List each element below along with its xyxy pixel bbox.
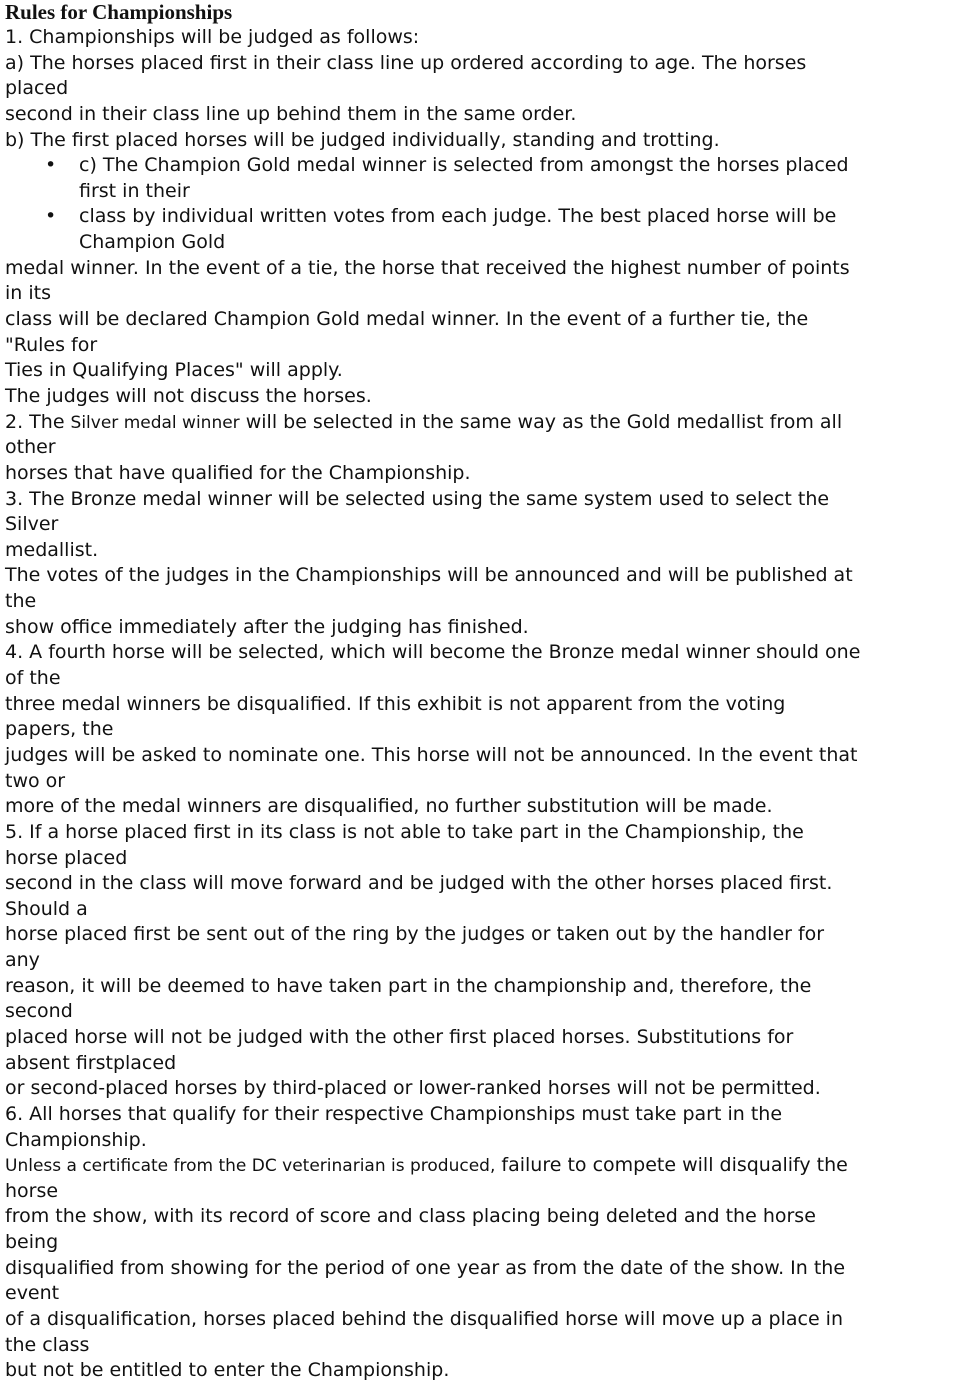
text-line [5,640,960,666]
text-line [5,1256,960,1282]
line-text: two or [5,769,66,792]
text-line [5,948,960,974]
line-text: other [5,436,56,459]
line-text: show office immediately after the judging has finished. [5,615,529,638]
line-text: 4. A fourth horse will be selected, which will become the Bronze medal winner should one [5,641,861,664]
line-text: horses that have qualified for the Championship. [5,461,471,484]
text-line [5,922,960,948]
line-text: medallist. [5,538,99,561]
text-line [5,769,960,795]
line-text: second in the class will move forward and be judged with the other horses placed first. [5,872,833,895]
line-text: placed [5,77,69,100]
text-line [5,563,960,589]
text-line [5,1333,960,1359]
text-line [5,51,960,77]
line-text: reason, it will be deemed to have taken part in the championship and, therefore, the [5,974,812,997]
line-text: horse [5,1179,59,1202]
line-text: Championship. [5,1128,147,1151]
text-line [5,1102,960,1128]
line-text: from the show, with its record of score and class placing being deleted and the horse [5,1205,816,1228]
text-line [5,846,960,872]
line-text: placed horse will not be judged with the other first placed horses. Substitutions for [5,1025,794,1048]
bullet-line [5,153,960,179]
bullet-icon: • [45,154,57,177]
line-text: Should a [5,897,88,920]
text-line [5,410,960,436]
line-text: being [5,1231,59,1254]
text-line [5,743,960,769]
text-line [5,1076,960,1102]
text-line [5,974,960,1000]
text-line [5,717,960,743]
text-line [5,1179,960,1205]
line-text: in its [5,282,51,305]
text-line [5,1230,960,1256]
text-line [5,666,960,692]
line-text: any [5,949,40,972]
text-line [5,615,960,641]
line-text: of the [5,667,61,690]
line-text: the class [5,1333,90,1356]
text-line [5,435,960,461]
line-text: b) The first placed horses will be judged individually, standing and trotting. [5,128,720,151]
text-line [5,256,960,282]
line-text: Silver medal winner [70,412,240,433]
line-text: will be selected in the same way as the Gold medallist from all [239,410,843,433]
text-line [5,794,960,820]
document-body [5,25,960,1384]
text-line [5,1025,960,1051]
line-text: but not be entitled to enter the Championship. [5,1359,450,1382]
line-text: three medal winners be disqualified. If this exhibit is not apparent from the voting [5,692,786,715]
text-line [5,1281,960,1307]
line-text: absent firstplaced [5,1051,177,1074]
text-line [5,871,960,897]
text-line [5,538,960,564]
text-line [5,512,960,538]
text-line [5,487,960,513]
line-text: second in their class line up behind them in the same order. [5,102,577,125]
line-text: class will be declared Champion Gold medal winner. In the event of a further tie, the [5,308,809,331]
line-text: Silver [5,513,59,536]
line-text: or second-placed horses by third-placed or lower-ranked horses will not be permitted. [5,1077,821,1100]
line-text: class by individual written votes from each judge. The best placed horse will be [79,205,837,228]
text-line [5,897,960,923]
line-text: The judges will not discuss the horses. [5,384,372,407]
line-text: first in their [79,179,190,202]
line-text: disqualified from showing for the period of one year as from the date of the show. In the [5,1256,846,1279]
line-text: 2. The [5,410,71,433]
text-line [5,230,960,256]
text-line [5,281,960,307]
text-line [5,76,960,102]
text-line [5,179,960,205]
text-line [5,999,960,1025]
bullet-line [5,204,960,230]
text-line [5,692,960,718]
line-text: more of the medal winners are disqualified, no further substitution will be made. [5,795,773,818]
line-text: event [5,1282,60,1305]
text-line [5,25,960,51]
bullet-icon: • [45,205,57,228]
line-text: failure to compete will disqualify the [495,1154,848,1177]
line-text: "Rules for [5,333,98,356]
line-text: 1. Championships will be judged as follows: [5,26,420,48]
text-line [5,333,960,359]
line-text: second [5,1000,73,1023]
text-line [5,102,960,128]
line-text: Ties in Qualifying Places" will apply. [5,359,343,382]
line-text: 3. The Bronze medal winner will be selected using the same system used to select the [5,487,830,510]
line-text: Champion Gold [79,231,226,254]
line-text: medal winner. In the event of a tie, the horse that received the highest number of points [5,256,850,279]
text-line [5,1051,960,1077]
text-line [5,307,960,333]
text-line [5,1153,960,1179]
text-line [5,384,960,410]
line-text: 5. If a horse placed first in its class is not able to take part in the Championship, the [5,820,804,843]
document-title: Rules for Championships [5,0,233,24]
line-text: papers, the [5,718,114,741]
text-line [5,1204,960,1230]
line-text: 6. All horses that qualify for their respective Championships must take part in the [5,1102,783,1125]
text-line [5,820,960,846]
line-text: horse placed [5,846,128,869]
text-line [5,589,960,615]
line-text: Unless a certificate from the DC veterinarian is produced, [5,1156,496,1177]
text-line [5,461,960,487]
text-line [5,1128,960,1154]
line-text: The votes of the judges in the Championships will be announced and will be published at [5,564,853,587]
text-line [5,1307,960,1333]
line-text: of a disqualification, horses placed behind the disqualified horse will move up a place in [5,1308,843,1331]
line-text: judges will be asked to nominate one. This horse will not be announced. In the event that [5,743,858,766]
text-line [5,358,960,384]
line-text: horse placed first be sent out of the ring by the judges or taken out by the handler for [5,923,825,946]
line-text: a) The horses placed first in their class line up ordered according to age. The horses [5,51,807,74]
line-text: c) The Champion Gold medal winner is selected from amongst the horses placed [79,154,849,177]
text-line [5,128,960,154]
line-text: the [5,590,37,613]
text-line [5,1358,960,1384]
